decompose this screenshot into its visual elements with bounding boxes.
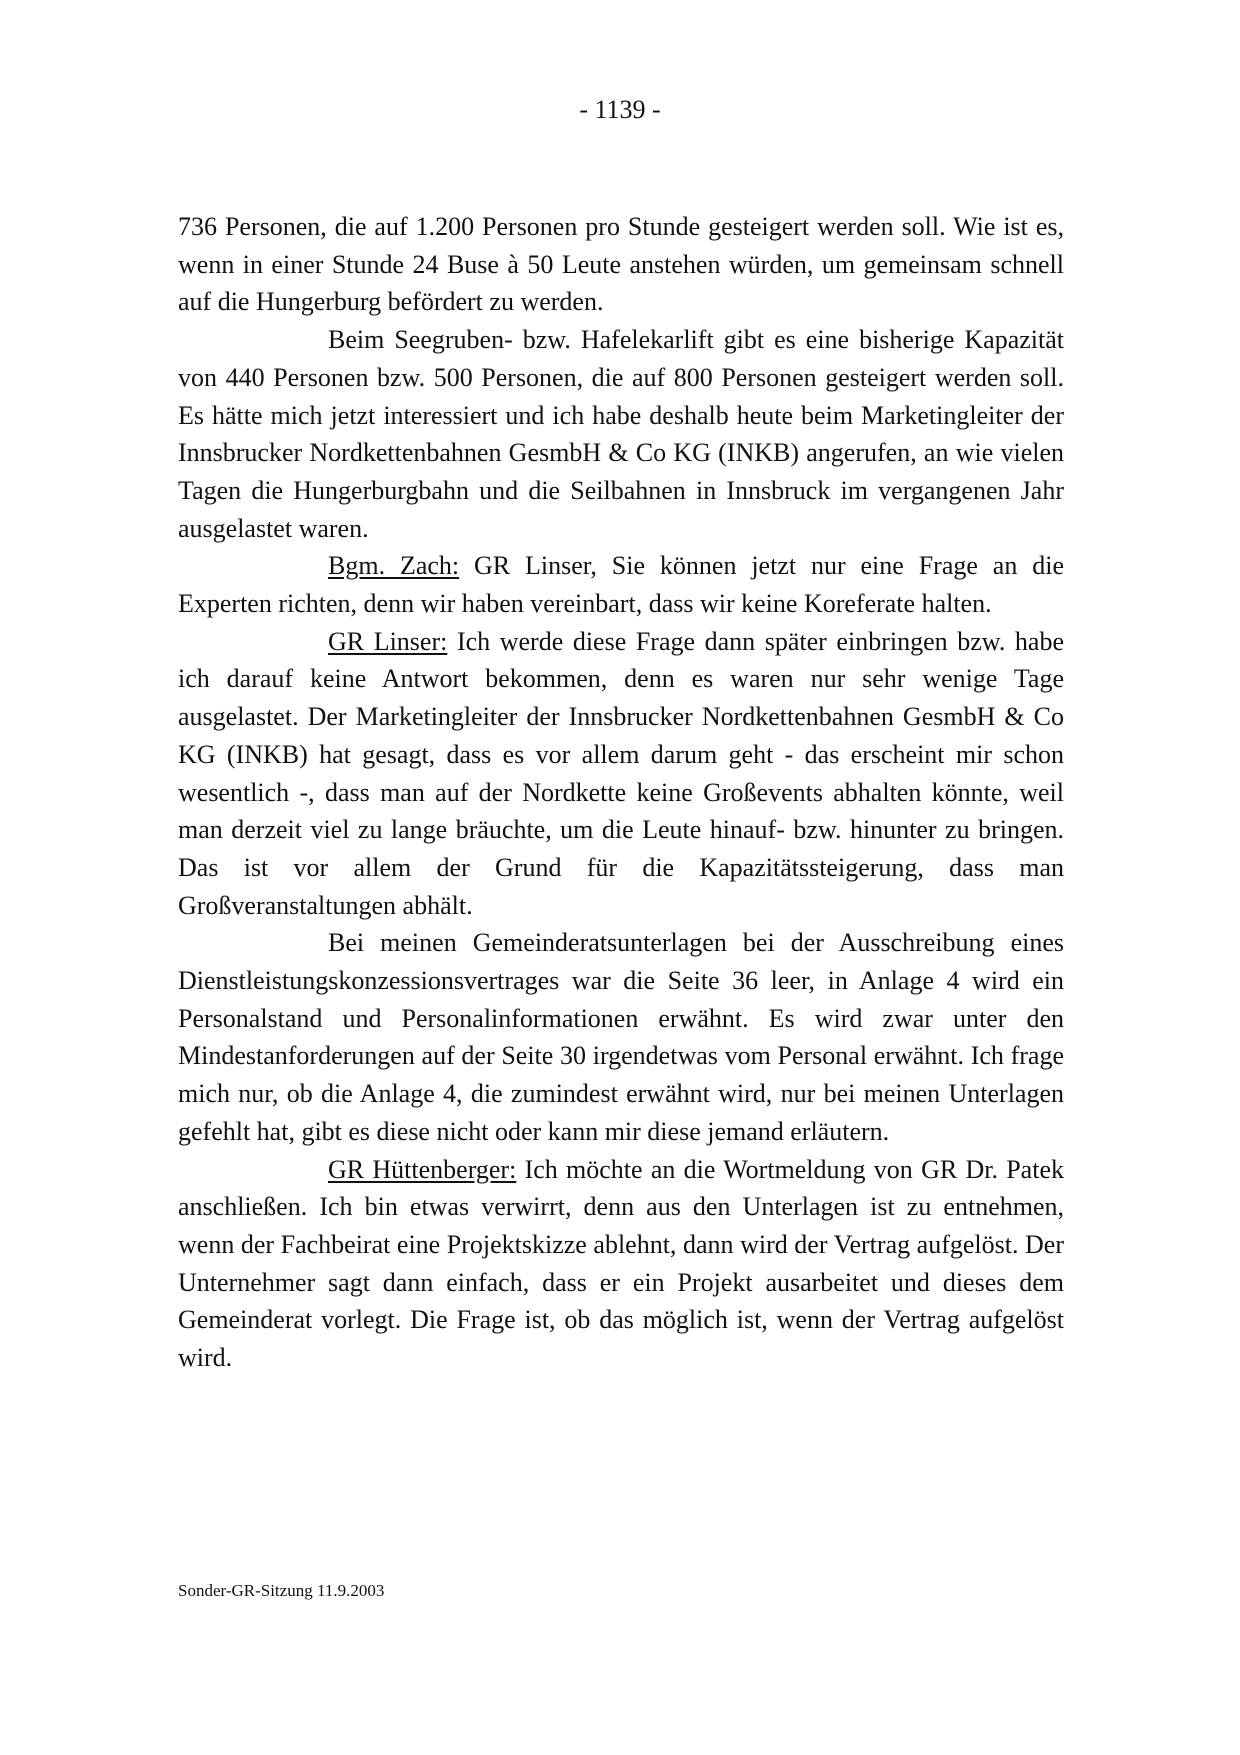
paragraph-text: Ich werde diese Frage dann später einbringen bzw. habe ich darauf keine Antwort bekommen, denn es waren nur sehr wenige Tage ausgelastet. Der Marketingleiter der Innsbrucker Nordkettenbahnen GesmbH & Co KG (INKB) hat gesagt, dass es vor allem darum geht - das erscheint mir schon wesentlich -, dass man auf der Nordkette keine Großevents abhalten könnte, weil man derzeit viel zu lange bräuchte, um die Leute hinauf- bzw. hinunter zu bringen. Das ist vor allem der Grund für die Kapazitätssteigerung, dass man Großveranstaltungen abhält. bbox=[178, 626, 1064, 920]
footer-session: Sonder-GR-Sitzung 11.9.2003 bbox=[178, 1581, 385, 1600]
paragraph-text: 736 Personen, die auf 1.200 Personen pro Stunde gesteigert werden soll. Wie ist es, wenn in einer Stunde 24 Buse à 50 Leute anstehen würden, um gemeinsam schnell auf die Hungerburg befördert zu werden. bbox=[178, 212, 1064, 317]
speaker-label: GR Linser: bbox=[328, 626, 448, 656]
transcript-body bbox=[178, 208, 1064, 1377]
paragraph-text: GR Linser, Sie können jetzt nur eine Frage an die Experten richten, denn wir haben vereinbart, dass wir keine Koreferate halten. bbox=[178, 551, 1064, 619]
speaker-label: Bgm. Zach: bbox=[328, 551, 460, 581]
speaker-label: GR Hüttenberger: bbox=[328, 1154, 517, 1184]
paragraph-continuation bbox=[178, 208, 1064, 321]
paragraph-unterlagen bbox=[178, 924, 1064, 1150]
paragraph-gr-huettenberger bbox=[178, 1151, 1064, 1377]
paragraph-text: Beim Seegruben- bzw. Hafelekarlift gibt es eine bisherige Kapazität von 440 Personen bzw. 500 Personen, die auf 800 Personen gesteigert werden soll. Es hätte mich jetzt interessiert und ich habe deshalb heute beim Marketingleiter der Innsbrucker Nordkettenbahnen GesmbH & Co KG (INKB) angerufen, an wie vielen Tagen die Hungerburgbahn und die Seilbahnen in Innsbruck im vergangenen Jahr ausgelastet waren. bbox=[178, 325, 1064, 543]
paragraph-bgm-zach bbox=[178, 547, 1064, 622]
paragraph-text: Ich möchte an die Wortmeldung von GR Dr. Patek anschließen. Ich bin etwas verwirrt, denn aus den Unterlagen ist zu entnehmen, wenn der Fachbeirat eine Projektskizze ablehnt, dann wird der Vertrag aufgelöst. Der Unternehmer sagt dann einfach, dass er ein Projekt ausarbeitet und dieses dem Gemeinderat vorlegt. Die Frage ist, ob das möglich ist, wenn der Vertrag aufgelöst wird. bbox=[178, 1154, 1064, 1373]
page-number: - 1139 - bbox=[579, 95, 661, 124]
paragraph-text: Bei meinen Gemeinderatsunterlagen bei der Ausschreibung eines Dienstleistungskonzessionsvertrages war die Seite 36 leer, in Anlage 4 wird ein Personalstand und Personalinformationen erwähnt. Es wird zwar unter den Mindestanforderungen auf der Seite 30 irgendetwas vom Personal erwähnt. Ich frage mich nur, ob die Anlage 4, die zumindest erwähnt wird, nur bei meinen Unterlagen gefehlt hat, gibt es diese nicht oder kann mir diese jemand erläutern. bbox=[178, 928, 1064, 1146]
paragraph-gr-linser bbox=[178, 623, 1064, 925]
paragraph-capacity bbox=[178, 321, 1064, 547]
